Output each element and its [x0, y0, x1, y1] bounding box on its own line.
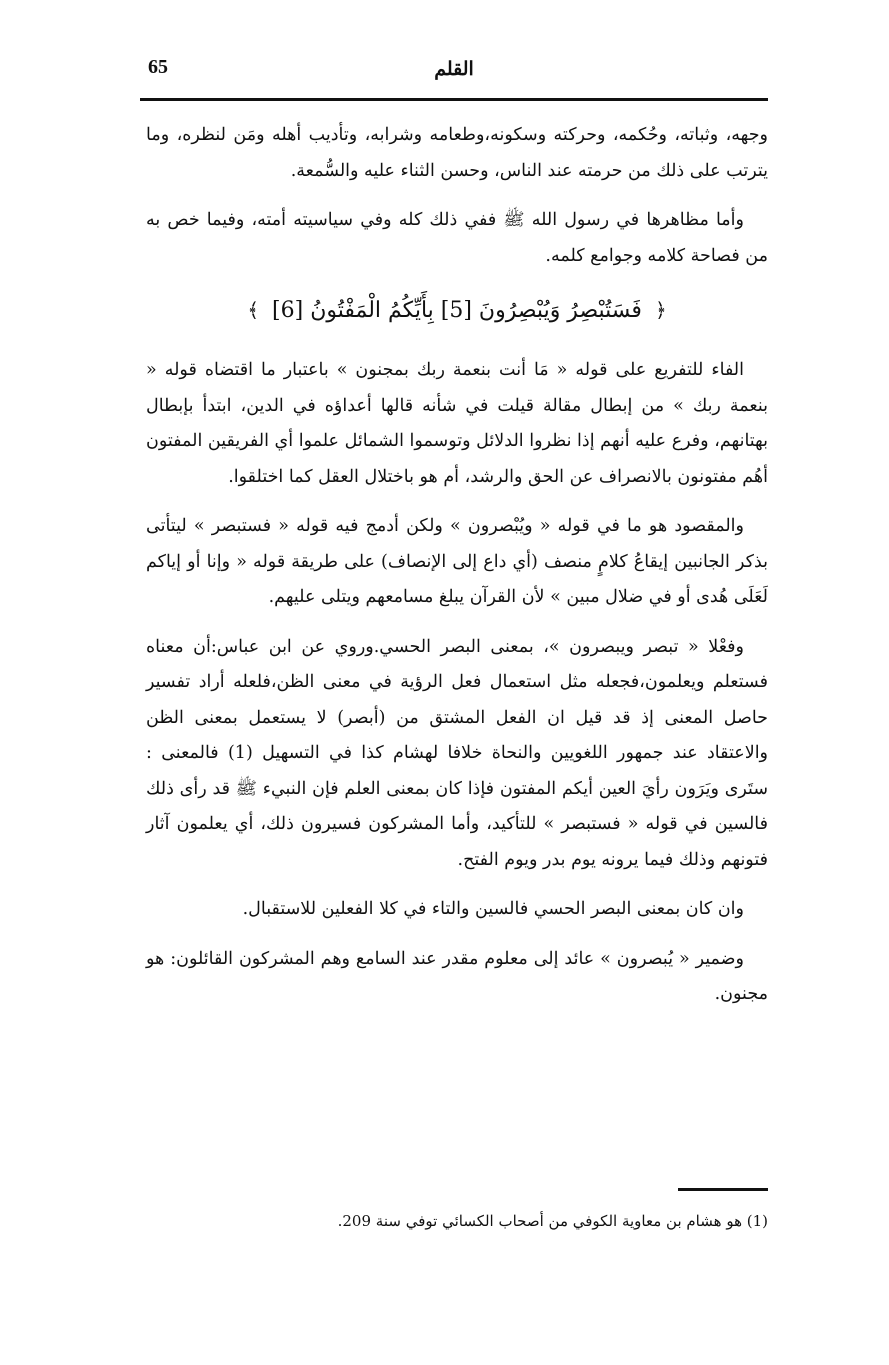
quran-verse	[146, 288, 768, 333]
paragraph: وضمير « يُبصرون » عائد إلى معلوم مقدر عند السامع وهم المشركون القائلون: هو مجنون.	[146, 948, 768, 1004]
footnote-rule	[678, 1188, 768, 1191]
running-title: القلم	[434, 58, 474, 80]
paragraph: وأما مظاهرها في رسول الله ﷺ ففي ذلك كله وفي سياسيته أمته، وفيما خص به من فصاحة كلامه وجوامع كلمه.	[146, 210, 768, 266]
body-text	[146, 118, 768, 1027]
footnote: (1) هو هشام بن معاوية الكوفي من أصحاب الكسائي توفي سنة 209.	[337, 1212, 768, 1230]
paragraph: والمقصود هو ما في قوله « ويُبْصرون » ولكن أدمج فيه قوله « فستبصر » ليتأتى بذكر الجانبين إيقاعُ كلامٍ منصف (أي داع إلى الإنصاف) على طريقة قوله « وإنا أو إياكم لَعَلَى هُدى أو في ضلال مبين » لأن القرآن يبلغ مسامعهم ويتلى عليهم.	[146, 516, 768, 607]
paragraph: وان كان بمعنى البصر الحسي فالسين والتاء في كلا الفعلين للاستقبال.	[242, 899, 744, 919]
paragraph: وفعْلا « تبصر ويبصرون »، بمعنى البصر الحسي.وروي عن ابن عباس:أن معناه فستعلم ويعلمون،فجعله مثل استعمال فعل الرؤية في معنى الظن،فلعله أراد تفسير حاصل المعنى إذ قد قيل ان الفعل المشتق من (أبصر) لا يستعمل بمعنى الظن والاعتقاد عند جمهور اللغويين والنحاة خلافا لهشام كذا في التسهيل (1) فالمعنى : ستَرى ويَرَون رأيَ العين أيكم المفتون فإذا كان بمعنى العلم فإن النبيء ﷺ قد رأى ذلك فالسين في قوله « فستبصر » للتأكيد، وأما المشركون فسيرون ذلك، أي يعلمون آثار فتونهم وذلك فيما يرونه يوم بدر ويوم الفتح.	[146, 636, 769, 870]
verse-close-bracket: ﴾	[247, 298, 260, 322]
paragraph: وجهه، وثباته، وحُكمه، وحركته وسكونه،وطعامه وشرابه، وتأديب أهله ومَن لنظره، وما يترتب على ذلك من حرمته عند الناس، وحسن الثناء عليه والسُّمعة.	[146, 125, 768, 181]
paragraph: الفاء للتفريع على قوله « مَا أنت بنعمة ربك بمجنون » باعتبار ما اقتضاه قوله « بنعمة ربك » من إبطال مقالة قيلت في شأنه قالها أعداؤه في الدين، ابتدأ بإبطال بهتانهم، وفرع عليه أنهم إذا نظروا الدلائل وتوسموا الشمائل علموا أي الفريقين المفتون أهُم مفتونون بالانصراف عن الحق والرشد، أم هو باختلال العقل كما اختلقوا.	[146, 360, 768, 487]
verse-text: فَسَتُبْصِرُ وَيُبْصِرُونَ [5] بِأَيِّكُمُ الْمَفْتُونُ [6]	[272, 298, 642, 323]
header-rule	[140, 98, 768, 101]
page-header	[140, 52, 768, 98]
page-number: 65	[148, 56, 168, 78]
verse-open-bracket: ﴿	[654, 298, 667, 322]
